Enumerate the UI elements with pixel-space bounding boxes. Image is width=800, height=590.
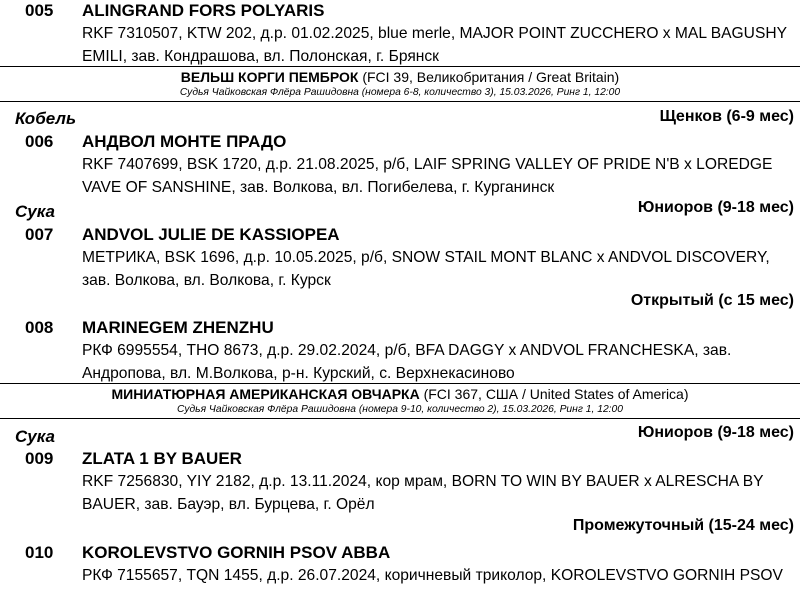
class-heading: Юниоров (9-18 мес) [637, 424, 794, 441]
dog-name: ANDVOL JULIE DE KASSIOPEA [82, 225, 340, 244]
breed-header [0, 66, 800, 102]
breed-header [0, 383, 800, 419]
catalog-number: 009 [25, 449, 54, 468]
class-heading: Юниоров (9-18 мес) [637, 199, 794, 216]
class-heading: Промежуточный (15-24 мес) [572, 517, 794, 534]
catalog-number: 006 [25, 132, 54, 151]
dog-details: RKF 7407699, BSK 1720, д.р. 21.08.2025, р/б, LAIF SPRING VALLEY OF PRIDE N'B x LOREDGE VAVE OF SANSHINE, зав. Волкова, вл. Погибелева, г. Курганинск [82, 156, 773, 196]
catalog-number: 010 [25, 543, 54, 562]
catalog-number: 007 [25, 225, 54, 244]
dog-name: ZLATA 1 BY BAUER [82, 449, 242, 468]
judge-info: Судья Чайковская Флёра Рашидовна (номера 6-8, количество 3), 15.03.2026, Ринг 1, 12:00 [179, 87, 621, 98]
class-heading: Открытый (с 15 мес) [630, 292, 794, 309]
dog-details: МЕТРИКА, BSK 1696, д.р. 10.05.2025, р/б, SNOW STAIL MONT BLANC x ANDVOL DISCOVERY, зав. Волкова, вл. Волкова, г. Курск [82, 249, 770, 289]
breed-origin: (FCI 367, США / United States of America) [419, 386, 689, 402]
class-heading: Щенков (6-9 мес) [659, 108, 794, 125]
dog-details: RKF 7310507, KTW 202, д.р. 01.02.2025, blue merle, MAJOR POINT ZUCCHERO x MAL BAGUSHY EMILI, зав. Кондрашова, вл. Полонская, г. Брянск [82, 25, 787, 65]
breed-name: МИНИАТЮРНАЯ АМЕРИКАНСКАЯ ОВЧАРКА [111, 386, 420, 402]
judge-info: Судья Чайковская Флёра Рашидовна (номера 9-10, количество 2), 15.03.2026, Ринг 1, 12:00 [177, 404, 623, 415]
sex-heading: Сука [15, 202, 56, 221]
catalog-number: 008 [25, 318, 54, 337]
sex-heading: Кобель [15, 109, 77, 128]
dog-details: RKF 7256830, YIY 2182, д.р. 13.11.2024, кор мрам, BORN TO WIN BY BAUER x ALRESCHA BY BAUER, зав. Бауэр, вл. Бурцева, г. Орёл [82, 473, 764, 513]
breed-origin: (FCI 39, Великобритания / Great Britain) [358, 69, 620, 85]
breed-name: ВЕЛЬШ КОРГИ ПЕМБРОК [180, 69, 359, 85]
dog-name: ALINGRAND FORS POLYARIS [82, 1, 325, 20]
sex-heading: Сука [15, 427, 56, 446]
catalog-number: 005 [25, 1, 54, 20]
dog-name: KOROLEVSTVO GORNIH PSOV ABBA [82, 543, 391, 562]
dog-name: MARINEGEM ZHENZHU [82, 318, 274, 337]
dog-details: РКФ 6995554, THO 8673, д.р. 29.02.2024, р/б, BFA DAGGY x ANDVOL FRANCHESKA, зав. Андропова, вл. М.Волкова, р-н. Курский, с. Верхнекасиново [82, 342, 732, 382]
dog-name: АНДВОЛ МОНТЕ ПРАДО [82, 132, 287, 151]
dog-details: РКФ 7155657, TQN 1455, д.р. 26.07.2024, коричневый триколор, KOROLEVSTVO GORNIH PSOV [82, 567, 783, 584]
